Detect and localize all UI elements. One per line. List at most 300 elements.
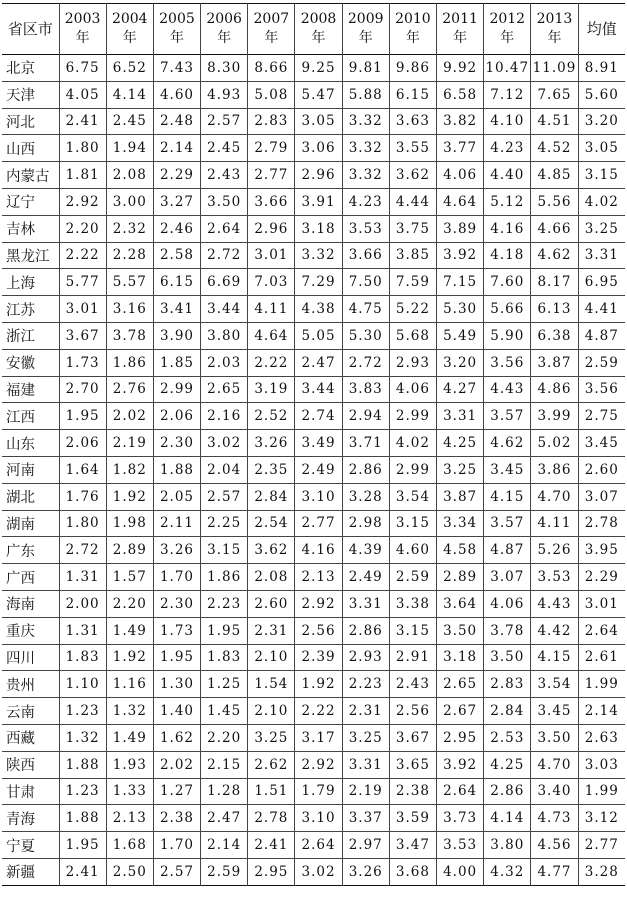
province-cell: 浙江 bbox=[2, 322, 59, 349]
value-cell: 4.64 bbox=[248, 322, 295, 349]
value-cell: 2.13 bbox=[106, 805, 153, 832]
value-cell: 2.57 bbox=[201, 108, 248, 135]
value-cell: 2.56 bbox=[389, 698, 436, 725]
province-cell: 江西 bbox=[2, 403, 59, 430]
value-cell: 4.42 bbox=[531, 617, 578, 644]
value-cell: 3.53 bbox=[437, 832, 484, 859]
value-cell: 3.80 bbox=[484, 832, 531, 859]
header-year-suffix: 年 bbox=[311, 30, 326, 46]
header-year-number: 2009 bbox=[347, 11, 384, 27]
value-cell: 2.06 bbox=[153, 403, 200, 430]
value-cell: 2.53 bbox=[484, 724, 531, 751]
value-cell: 1.83 bbox=[201, 644, 248, 671]
value-cell: 2.28 bbox=[106, 242, 153, 269]
value-cell: 3.38 bbox=[389, 590, 436, 617]
value-cell: 5.30 bbox=[437, 296, 484, 323]
value-cell: 1.51 bbox=[248, 778, 295, 805]
value-cell: 1.80 bbox=[59, 135, 106, 162]
value-cell: 4.52 bbox=[531, 135, 578, 162]
value-cell: 2.58 bbox=[153, 242, 200, 269]
average-cell: 4.41 bbox=[578, 296, 625, 323]
value-cell: 6.15 bbox=[153, 269, 200, 296]
value-cell: 3.65 bbox=[389, 751, 436, 778]
value-cell: 1.45 bbox=[201, 698, 248, 725]
table-row bbox=[2, 698, 625, 725]
value-cell: 4.23 bbox=[484, 135, 531, 162]
province-cell: 河南 bbox=[2, 456, 59, 483]
value-cell: 1.49 bbox=[106, 617, 153, 644]
table-row bbox=[2, 832, 625, 859]
average-cell: 3.45 bbox=[578, 430, 625, 457]
value-cell: 2.02 bbox=[153, 751, 200, 778]
header-year-2003 bbox=[59, 4, 106, 55]
value-cell: 2.86 bbox=[342, 617, 389, 644]
province-cell: 湖北 bbox=[2, 483, 59, 510]
province-cell: 甘肃 bbox=[2, 778, 59, 805]
value-cell: 3.02 bbox=[201, 430, 248, 457]
value-cell: 2.41 bbox=[248, 832, 295, 859]
value-cell: 2.49 bbox=[295, 456, 342, 483]
value-cell: 1.25 bbox=[201, 671, 248, 698]
value-cell: 4.25 bbox=[484, 751, 531, 778]
value-cell: 1.88 bbox=[59, 751, 106, 778]
value-cell: 1.81 bbox=[59, 162, 106, 189]
value-cell: 2.10 bbox=[248, 644, 295, 671]
value-cell: 2.99 bbox=[153, 376, 200, 403]
value-cell: 2.41 bbox=[59, 858, 106, 885]
value-cell: 2.83 bbox=[248, 108, 295, 135]
value-cell: 1.98 bbox=[106, 510, 153, 537]
province-cell: 黑龙江 bbox=[2, 242, 59, 269]
value-cell: 2.10 bbox=[248, 698, 295, 725]
province-cell: 湖南 bbox=[2, 510, 59, 537]
header-year-number: 2003 bbox=[64, 11, 101, 27]
value-cell: 3.62 bbox=[389, 162, 436, 189]
value-cell: 2.30 bbox=[153, 590, 200, 617]
value-cell: 2.49 bbox=[342, 564, 389, 591]
province-cell: 海南 bbox=[2, 590, 59, 617]
value-cell: 4.16 bbox=[484, 215, 531, 242]
value-cell: 1.28 bbox=[201, 778, 248, 805]
header-year-2008 bbox=[295, 4, 342, 55]
value-cell: 2.31 bbox=[342, 698, 389, 725]
value-cell: 4.18 bbox=[484, 242, 531, 269]
value-cell: 3.67 bbox=[389, 724, 436, 751]
value-cell: 2.22 bbox=[248, 349, 295, 376]
value-cell: 5.02 bbox=[531, 430, 578, 457]
value-cell: 7.65 bbox=[531, 81, 578, 108]
value-cell: 2.14 bbox=[201, 832, 248, 859]
value-cell: 3.44 bbox=[201, 296, 248, 323]
value-cell: 2.97 bbox=[342, 832, 389, 859]
value-cell: 5.49 bbox=[437, 322, 484, 349]
value-cell: 2.72 bbox=[342, 349, 389, 376]
value-cell: 2.67 bbox=[437, 698, 484, 725]
value-cell: 4.62 bbox=[531, 242, 578, 269]
value-cell: 2.65 bbox=[201, 376, 248, 403]
value-cell: 2.22 bbox=[295, 698, 342, 725]
value-cell: 1.62 bbox=[153, 724, 200, 751]
value-cell: 4.23 bbox=[342, 188, 389, 215]
value-cell: 3.19 bbox=[248, 376, 295, 403]
value-cell: 1.23 bbox=[59, 778, 106, 805]
value-cell: 2.98 bbox=[342, 510, 389, 537]
value-cell: 3.37 bbox=[342, 805, 389, 832]
value-cell: 2.14 bbox=[153, 135, 200, 162]
value-cell: 4.70 bbox=[531, 751, 578, 778]
value-cell: 4.06 bbox=[389, 376, 436, 403]
value-cell: 2.43 bbox=[201, 162, 248, 189]
table-row bbox=[2, 108, 625, 135]
average-cell: 5.60 bbox=[578, 81, 625, 108]
value-cell: 7.60 bbox=[484, 269, 531, 296]
header-year-number: 2004 bbox=[111, 11, 148, 27]
value-cell: 2.16 bbox=[201, 403, 248, 430]
value-cell: 2.57 bbox=[153, 858, 200, 885]
average-cell: 3.07 bbox=[578, 483, 625, 510]
value-cell: 1.88 bbox=[153, 456, 200, 483]
value-cell: 5.30 bbox=[342, 322, 389, 349]
value-cell: 3.54 bbox=[389, 483, 436, 510]
value-cell: 3.02 bbox=[295, 858, 342, 885]
header-year-2006 bbox=[201, 4, 248, 55]
value-cell: 3.57 bbox=[484, 403, 531, 430]
average-cell: 2.77 bbox=[578, 832, 625, 859]
value-cell: 3.45 bbox=[531, 698, 578, 725]
header-year-suffix: 年 bbox=[453, 30, 468, 46]
value-cell: 1.40 bbox=[153, 698, 200, 725]
province-cell: 贵州 bbox=[2, 671, 59, 698]
value-cell: 1.64 bbox=[59, 456, 106, 483]
value-cell: 3.18 bbox=[437, 644, 484, 671]
average-cell: 6.95 bbox=[578, 269, 625, 296]
value-cell: 5.12 bbox=[484, 188, 531, 215]
value-cell: 3.49 bbox=[295, 430, 342, 457]
table-row bbox=[2, 296, 625, 323]
value-cell: 2.77 bbox=[295, 510, 342, 537]
header-year-suffix: 年 bbox=[500, 30, 515, 46]
value-cell: 2.62 bbox=[248, 751, 295, 778]
value-cell: 2.45 bbox=[201, 135, 248, 162]
value-cell: 3.71 bbox=[342, 430, 389, 457]
value-cell: 2.72 bbox=[201, 242, 248, 269]
value-cell: 2.45 bbox=[106, 108, 153, 135]
value-cell: 2.89 bbox=[437, 564, 484, 591]
value-cell: 1.95 bbox=[153, 644, 200, 671]
table-row bbox=[2, 590, 625, 617]
value-cell: 3.86 bbox=[531, 456, 578, 483]
value-cell: 4.11 bbox=[248, 296, 295, 323]
value-cell: 1.10 bbox=[59, 671, 106, 698]
average-cell: 3.01 bbox=[578, 590, 625, 617]
value-cell: 2.52 bbox=[248, 403, 295, 430]
value-cell: 4.40 bbox=[484, 162, 531, 189]
value-cell: 2.46 bbox=[153, 215, 200, 242]
table-row bbox=[2, 510, 625, 537]
value-cell: 3.53 bbox=[531, 564, 578, 591]
value-cell: 7.03 bbox=[248, 269, 295, 296]
value-cell: 2.65 bbox=[437, 671, 484, 698]
value-cell: 4.70 bbox=[531, 483, 578, 510]
value-cell: 5.05 bbox=[295, 322, 342, 349]
header-year-number: 2012 bbox=[489, 11, 526, 27]
value-cell: 2.50 bbox=[106, 858, 153, 885]
value-cell: 7.15 bbox=[437, 269, 484, 296]
value-cell: 7.43 bbox=[153, 55, 200, 82]
average-cell: 2.59 bbox=[578, 349, 625, 376]
table-row bbox=[2, 81, 625, 108]
value-cell: 3.32 bbox=[342, 108, 389, 135]
value-cell: 3.92 bbox=[437, 242, 484, 269]
value-cell: 3.32 bbox=[342, 135, 389, 162]
province-data-table bbox=[2, 3, 625, 886]
header-year-2012 bbox=[484, 4, 531, 55]
province-cell: 广东 bbox=[2, 537, 59, 564]
value-cell: 8.66 bbox=[248, 55, 295, 82]
value-cell: 2.39 bbox=[295, 644, 342, 671]
value-cell: 5.26 bbox=[531, 537, 578, 564]
value-cell: 2.35 bbox=[248, 456, 295, 483]
value-cell: 2.78 bbox=[248, 805, 295, 832]
value-cell: 4.44 bbox=[389, 188, 436, 215]
header-year-2004 bbox=[106, 4, 153, 55]
value-cell: 7.50 bbox=[342, 269, 389, 296]
value-cell: 2.95 bbox=[248, 858, 295, 885]
table-row bbox=[2, 135, 625, 162]
value-cell: 1.32 bbox=[59, 724, 106, 751]
value-cell: 3.87 bbox=[437, 483, 484, 510]
value-cell: 4.15 bbox=[531, 644, 578, 671]
value-cell: 2.11 bbox=[153, 510, 200, 537]
value-cell: 4.85 bbox=[531, 162, 578, 189]
value-cell: 5.90 bbox=[484, 322, 531, 349]
value-cell: 3.92 bbox=[437, 751, 484, 778]
table-row bbox=[2, 724, 625, 751]
value-cell: 1.33 bbox=[106, 778, 153, 805]
value-cell: 3.15 bbox=[389, 617, 436, 644]
value-cell: 5.47 bbox=[295, 81, 342, 108]
province-cell: 北京 bbox=[2, 55, 59, 82]
value-cell: 1.73 bbox=[153, 617, 200, 644]
header-year-number: 2008 bbox=[300, 11, 337, 27]
average-cell: 2.61 bbox=[578, 644, 625, 671]
average-cell: 3.28 bbox=[578, 858, 625, 885]
header-row bbox=[2, 4, 625, 55]
value-cell: 1.76 bbox=[59, 483, 106, 510]
average-cell: 3.56 bbox=[578, 376, 625, 403]
province-cell: 天津 bbox=[2, 81, 59, 108]
province-cell: 安徽 bbox=[2, 349, 59, 376]
average-cell: 3.15 bbox=[578, 162, 625, 189]
value-cell: 3.50 bbox=[531, 724, 578, 751]
value-cell: 2.64 bbox=[201, 215, 248, 242]
value-cell: 1.86 bbox=[201, 564, 248, 591]
value-cell: 1.93 bbox=[106, 751, 153, 778]
value-cell: 3.00 bbox=[106, 188, 153, 215]
table-row bbox=[2, 242, 625, 269]
header-year-number: 2005 bbox=[159, 11, 195, 27]
value-cell: 2.25 bbox=[201, 510, 248, 537]
value-cell: 2.05 bbox=[153, 483, 200, 510]
value-cell: 3.90 bbox=[153, 322, 200, 349]
province-cell: 宁夏 bbox=[2, 832, 59, 859]
value-cell: 5.88 bbox=[342, 81, 389, 108]
value-cell: 2.31 bbox=[248, 617, 295, 644]
value-cell: 3.05 bbox=[295, 108, 342, 135]
value-cell: 9.25 bbox=[295, 55, 342, 82]
value-cell: 2.89 bbox=[106, 537, 153, 564]
value-cell: 2.47 bbox=[201, 805, 248, 832]
value-cell: 2.92 bbox=[295, 751, 342, 778]
value-cell: 4.60 bbox=[389, 537, 436, 564]
table-row bbox=[2, 430, 625, 457]
value-cell: 2.30 bbox=[153, 430, 200, 457]
value-cell: 4.32 bbox=[484, 858, 531, 885]
header-year-suffix: 年 bbox=[264, 30, 279, 46]
value-cell: 1.31 bbox=[59, 617, 106, 644]
value-cell: 4.02 bbox=[389, 430, 436, 457]
value-cell: 3.68 bbox=[389, 858, 436, 885]
value-cell: 4.64 bbox=[437, 188, 484, 215]
province-cell: 四川 bbox=[2, 644, 59, 671]
value-cell: 2.57 bbox=[201, 483, 248, 510]
header-year-suffix: 年 bbox=[358, 30, 373, 46]
value-cell: 2.79 bbox=[248, 135, 295, 162]
value-cell: 2.08 bbox=[106, 162, 153, 189]
value-cell: 1.54 bbox=[248, 671, 295, 698]
value-cell: 2.76 bbox=[106, 376, 153, 403]
value-cell: 5.68 bbox=[389, 322, 436, 349]
value-cell: 11.09 bbox=[531, 55, 578, 82]
value-cell: 3.47 bbox=[389, 832, 436, 859]
table-row bbox=[2, 269, 625, 296]
value-cell: 2.48 bbox=[153, 108, 200, 135]
province-cell: 重庆 bbox=[2, 617, 59, 644]
value-cell: 4.77 bbox=[531, 858, 578, 885]
value-cell: 3.62 bbox=[248, 537, 295, 564]
value-cell: 4.62 bbox=[484, 430, 531, 457]
value-cell: 1.49 bbox=[106, 724, 153, 751]
value-cell: 3.32 bbox=[342, 162, 389, 189]
value-cell: 1.88 bbox=[59, 805, 106, 832]
value-cell: 2.20 bbox=[59, 215, 106, 242]
value-cell: 5.77 bbox=[59, 269, 106, 296]
header-year-2010 bbox=[389, 4, 436, 55]
value-cell: 2.99 bbox=[389, 403, 436, 430]
value-cell: 3.25 bbox=[342, 724, 389, 751]
value-cell: 2.00 bbox=[59, 590, 106, 617]
value-cell: 2.19 bbox=[106, 430, 153, 457]
value-cell: 6.13 bbox=[531, 296, 578, 323]
value-cell: 4.39 bbox=[342, 537, 389, 564]
value-cell: 2.29 bbox=[153, 162, 200, 189]
value-cell: 5.57 bbox=[106, 269, 153, 296]
value-cell: 3.66 bbox=[248, 188, 295, 215]
value-cell: 4.11 bbox=[531, 510, 578, 537]
average-cell: 1.99 bbox=[578, 778, 625, 805]
value-cell: 4.15 bbox=[484, 483, 531, 510]
value-cell: 3.83 bbox=[342, 376, 389, 403]
value-cell: 2.93 bbox=[389, 349, 436, 376]
province-cell: 内蒙古 bbox=[2, 162, 59, 189]
value-cell: 3.59 bbox=[389, 805, 436, 832]
value-cell: 10.47 bbox=[484, 55, 531, 82]
header-year-number: 2006 bbox=[206, 11, 242, 27]
province-cell: 陕西 bbox=[2, 751, 59, 778]
value-cell: 3.41 bbox=[153, 296, 200, 323]
value-cell: 6.58 bbox=[437, 81, 484, 108]
average-cell: 3.12 bbox=[578, 805, 625, 832]
header-year-number: 2010 bbox=[395, 11, 431, 27]
value-cell: 3.87 bbox=[531, 349, 578, 376]
value-cell: 1.95 bbox=[59, 403, 106, 430]
value-cell: 2.41 bbox=[59, 108, 106, 135]
province-cell: 上海 bbox=[2, 269, 59, 296]
value-cell: 4.25 bbox=[437, 430, 484, 457]
value-cell: 1.80 bbox=[59, 510, 106, 537]
value-cell: 1.85 bbox=[153, 349, 200, 376]
value-cell: 8.30 bbox=[201, 55, 248, 82]
value-cell: 3.10 bbox=[295, 805, 342, 832]
value-cell: 3.56 bbox=[484, 349, 531, 376]
table-row bbox=[2, 671, 625, 698]
value-cell: 3.26 bbox=[342, 858, 389, 885]
value-cell: 3.10 bbox=[295, 483, 342, 510]
average-cell: 3.03 bbox=[578, 751, 625, 778]
value-cell: 1.68 bbox=[106, 832, 153, 859]
header-year-suffix: 年 bbox=[405, 30, 420, 46]
value-cell: 3.20 bbox=[437, 349, 484, 376]
value-cell: 3.78 bbox=[484, 617, 531, 644]
value-cell: 2.95 bbox=[437, 724, 484, 751]
value-cell: 2.96 bbox=[248, 215, 295, 242]
value-cell: 2.38 bbox=[389, 778, 436, 805]
value-cell: 2.02 bbox=[106, 403, 153, 430]
value-cell: 3.55 bbox=[389, 135, 436, 162]
value-cell: 3.26 bbox=[153, 537, 200, 564]
value-cell: 1.27 bbox=[153, 778, 200, 805]
value-cell: 3.67 bbox=[59, 322, 106, 349]
header-year-suffix: 年 bbox=[122, 30, 137, 46]
province-cell: 西藏 bbox=[2, 724, 59, 751]
value-cell: 3.50 bbox=[437, 617, 484, 644]
value-cell: 3.89 bbox=[437, 215, 484, 242]
province-cell: 江苏 bbox=[2, 296, 59, 323]
value-cell: 2.20 bbox=[106, 590, 153, 617]
value-cell: 5.22 bbox=[389, 296, 436, 323]
value-cell: 2.23 bbox=[201, 590, 248, 617]
value-cell: 6.15 bbox=[389, 81, 436, 108]
value-cell: 2.96 bbox=[295, 162, 342, 189]
province-cell: 河北 bbox=[2, 108, 59, 135]
average-cell: 2.63 bbox=[578, 724, 625, 751]
province-cell: 青海 bbox=[2, 805, 59, 832]
value-cell: 1.82 bbox=[106, 456, 153, 483]
value-cell: 3.50 bbox=[201, 188, 248, 215]
table-row bbox=[2, 322, 625, 349]
value-cell: 4.43 bbox=[484, 376, 531, 403]
value-cell: 3.34 bbox=[437, 510, 484, 537]
header-year-2007 bbox=[248, 4, 295, 55]
header-year-2009 bbox=[342, 4, 389, 55]
value-cell: 3.06 bbox=[295, 135, 342, 162]
average-cell: 3.20 bbox=[578, 108, 625, 135]
value-cell: 4.93 bbox=[201, 81, 248, 108]
value-cell: 5.08 bbox=[248, 81, 295, 108]
value-cell: 2.83 bbox=[484, 671, 531, 698]
value-cell: 2.92 bbox=[295, 590, 342, 617]
value-cell: 7.59 bbox=[389, 269, 436, 296]
